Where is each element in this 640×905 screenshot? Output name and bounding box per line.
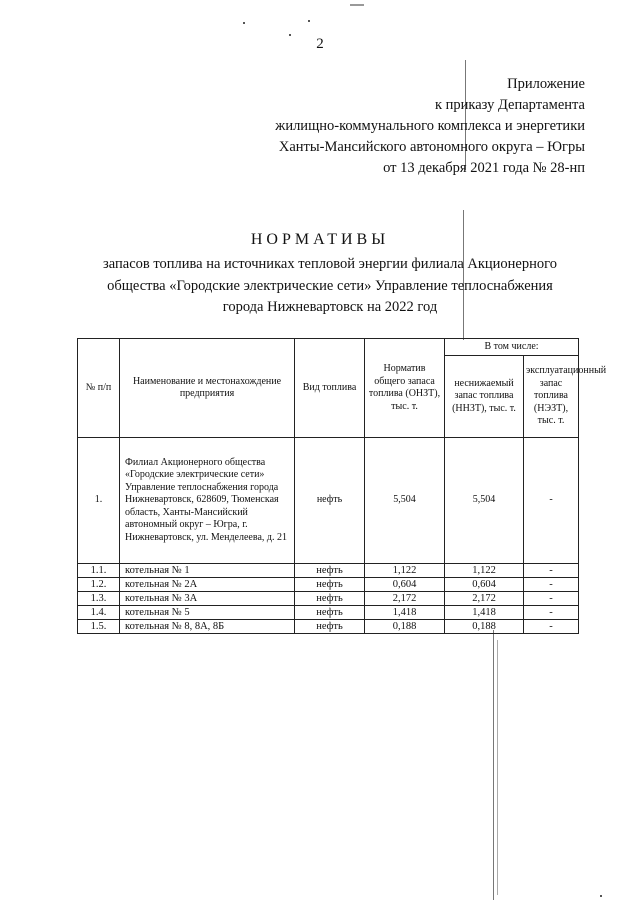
cell-num: 1.2.: [78, 578, 120, 592]
header-nezt: эксплуатационный запас топлива (НЭЗТ), тыс. т.: [524, 356, 579, 438]
cell-nnzt: 5,504: [445, 438, 524, 564]
header-nnzt: неснижаемый запас топлива (ННЗТ), тыс. т.: [445, 356, 524, 438]
scan-speck: [350, 4, 364, 6]
cell-total: 0,188: [365, 620, 445, 634]
table-row-main: [78, 438, 579, 564]
cell-fuel: нефть: [295, 606, 365, 620]
appendix-block: [275, 74, 585, 179]
cell-num: 1.4.: [78, 606, 120, 620]
header-total: Норматив общего запаса топлива (ОНЗТ), тыс. т.: [365, 339, 445, 438]
document-subtitle: [80, 254, 580, 319]
header-fuel: Вид топлива: [295, 339, 365, 438]
cell-nnzt: 1,418: [445, 606, 524, 620]
cell-nnzt: 0,188: [445, 620, 524, 634]
cell-fuel: нефть: [295, 438, 365, 564]
cell-name: Филиал Акционерного общества «Городские электрические сети» Управление теплоснабжения города Нижневартовск, 628609, Тюменская область, Ханты-Мансийский автономный округ – Югра, г. Нижневартовск, ул. Менделеева, д. 21: [120, 438, 295, 564]
subtitle-line: общества «Городские электрические сети» Управление теплоснабжения: [107, 277, 553, 294]
appendix-line: жилищно-коммунального комплекса и энергетики: [275, 118, 585, 134]
cell-num: 1.1.: [78, 564, 120, 578]
cell-num: 1.3.: [78, 592, 120, 606]
scan-fold-line: [497, 640, 498, 895]
cell-total: 5,504: [365, 438, 445, 564]
table-row: [78, 564, 579, 578]
cell-total: 0,604: [365, 578, 445, 592]
norms-table: [77, 338, 607, 634]
cell-fuel: нефть: [295, 592, 365, 606]
table-row: [78, 578, 579, 592]
cell-nezt: -: [524, 620, 579, 634]
cell-nezt: -: [524, 438, 579, 564]
cell-total: 2,172: [365, 592, 445, 606]
cell-nezt: -: [524, 564, 579, 578]
cell-nezt: -: [524, 578, 579, 592]
scan-speck: [600, 895, 602, 897]
scan-fold-line: [493, 630, 494, 900]
cell-fuel: нефть: [295, 578, 365, 592]
scan-speck: [243, 22, 245, 24]
appendix-line: от 13 декабря 2021 года № 28-нп: [383, 160, 585, 176]
cell-nezt: -: [524, 606, 579, 620]
appendix-line: Ханты-Мансийского автономного округа – Югры: [278, 139, 585, 155]
cell-fuel: нефть: [295, 620, 365, 634]
cell-name: котельная № 3А: [120, 592, 295, 606]
header-name: Наименование и местонахождение предприятия: [120, 339, 295, 438]
cell-name: котельная № 8, 8А, 8Б: [120, 620, 295, 634]
subtitle-line: города Нижневартовск на 2022 год: [222, 299, 438, 315]
cell-total: 1,122: [365, 564, 445, 578]
subtitle-line: запасов топлива на источниках тепловой энергии филиала Акционерного: [103, 256, 557, 272]
table-row: [78, 620, 579, 634]
table-row: [78, 606, 579, 620]
appendix-line: к приказу Департамента: [434, 97, 585, 113]
table-row: [78, 592, 579, 606]
scan-speck: [308, 20, 310, 22]
cell-name: котельная № 2А: [120, 578, 295, 592]
cell-nnzt: 1,122: [445, 564, 524, 578]
cell-name: котельная № 1: [120, 564, 295, 578]
appendix-line: Приложение: [507, 76, 585, 92]
cell-nezt: -: [524, 592, 579, 606]
cell-nnzt: 0,604: [445, 578, 524, 592]
cell-num: 1.5.: [78, 620, 120, 634]
cell-nnzt: 2,172: [445, 592, 524, 606]
header-num: № п/п: [78, 339, 120, 438]
cell-name: котельная № 5: [120, 606, 295, 620]
cell-total: 1,418: [365, 606, 445, 620]
page-number: 2: [316, 36, 324, 52]
header-including: В том числе:: [445, 339, 579, 356]
cell-num: 1.: [78, 438, 120, 564]
document-title: НОРМАТИВЫ: [250, 231, 390, 248]
cell-fuel: нефть: [295, 564, 365, 578]
